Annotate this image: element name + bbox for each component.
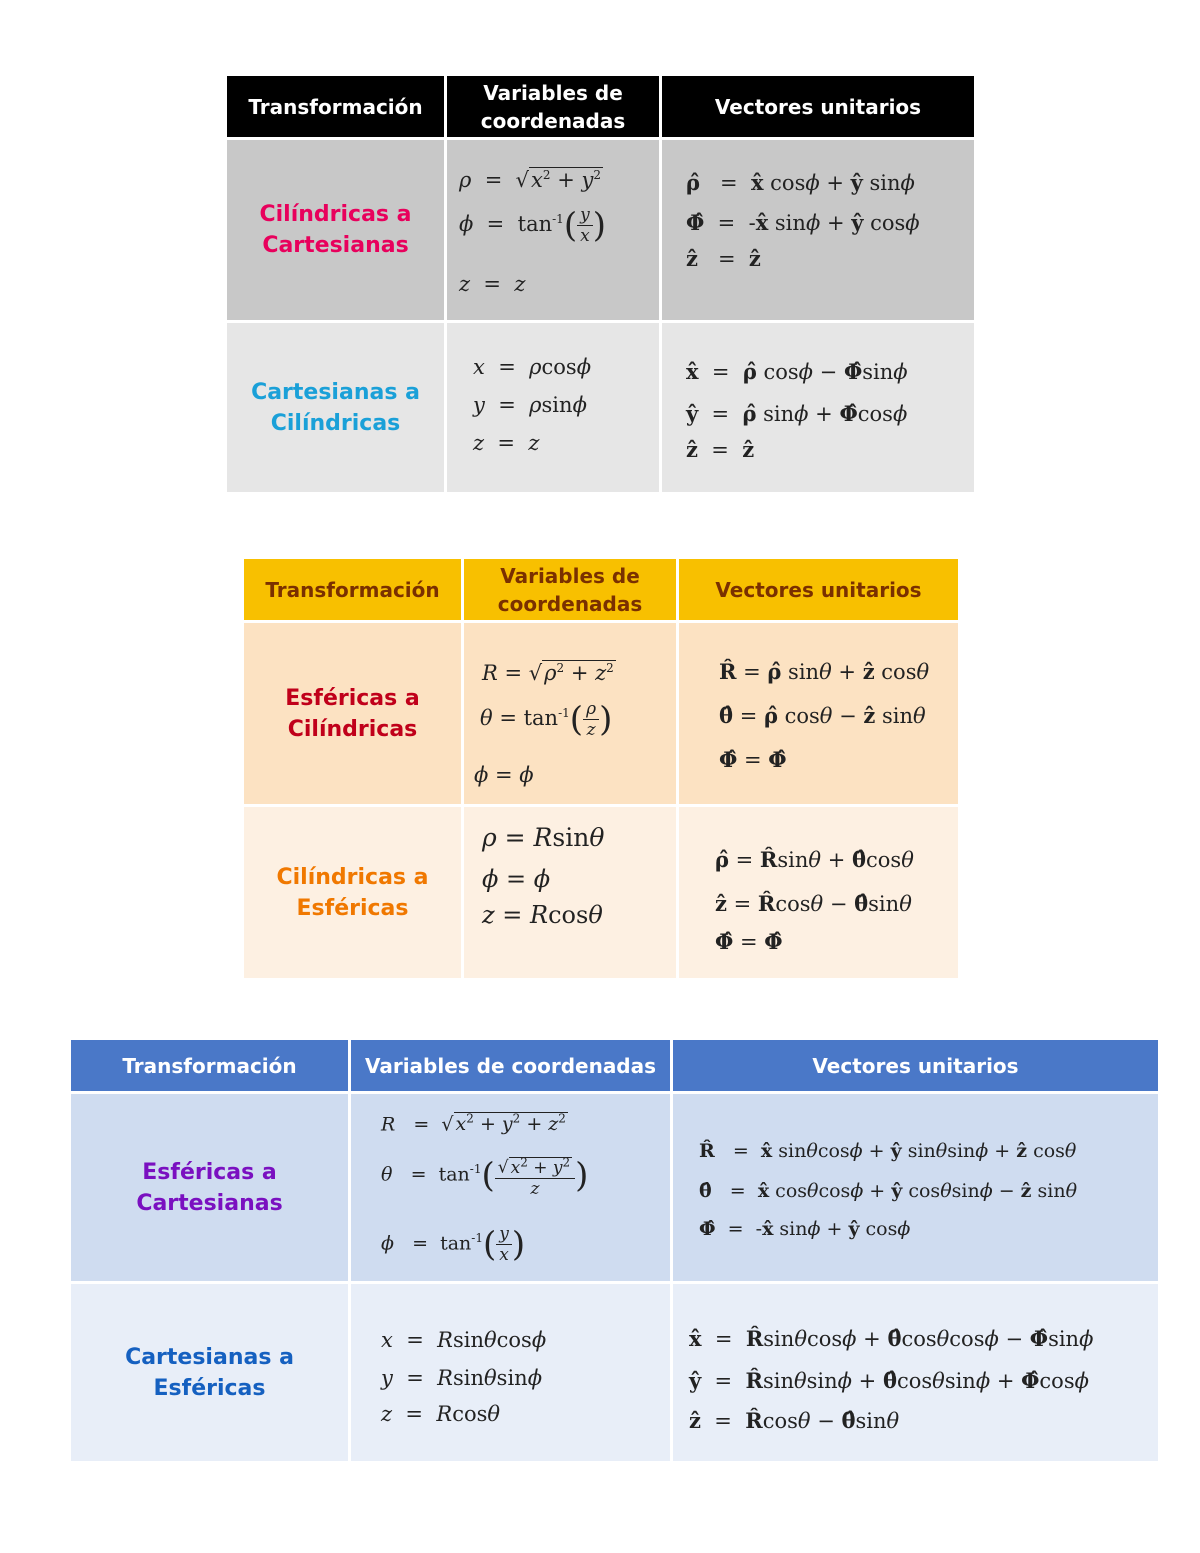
equation: z = z (473, 431, 540, 455)
equation: ŷ = R̂sinθsinϕ + θ̂cosθsinϕ + Φ̂cosϕ (689, 1368, 1089, 1393)
equation: R̂ = ρ̂ sinθ + ẑ cosθ (719, 659, 930, 684)
equation: θ̂ = x̂ cosθcosϕ + ŷ cosθsinϕ − ẑ sinθ (699, 1180, 1078, 1202)
equation: ẑ = ẑ (686, 246, 761, 271)
equation: $\phi = \tan^{-1}$( $\frac{y}{x}$ ) (381, 1224, 526, 1265)
header-transformacion: Transformación (226, 75, 446, 139)
row-label-line: Cilíndricas (287, 716, 418, 742)
unit-vectors (678, 806, 960, 980)
row-label-line: Esféricas (296, 895, 409, 921)
coordinate-variables (350, 1093, 672, 1283)
equation: ϕ = ϕ (474, 763, 534, 787)
row-label-line: Esféricas a (285, 685, 420, 711)
equation: z = Rcosθ (381, 1402, 501, 1426)
row-label-line: Cartesianas (136, 1190, 283, 1216)
table-spherical-cartesian (68, 1037, 1161, 1464)
coordinate-variables (463, 806, 678, 980)
header-variables: Variables de coordenadas (446, 75, 661, 139)
equation: $\theta = \tan^{-1}$( $\frac{\rho}{z}$ ) (480, 699, 613, 740)
equation: ẑ = R̂cosθ − θ̂sinθ (715, 891, 912, 916)
coordinate-variables (446, 139, 661, 322)
equation: $\phi = \tan^{-1}$( $\frac{y}{x}$ ) (459, 205, 606, 246)
equation: $\theta = \tan^{-1}$( $\frac{√ x^2 + y^2}{z}$ ) (381, 1152, 588, 1199)
equation: z = z (459, 272, 526, 296)
row-label (243, 622, 463, 806)
equation: x = ρcosϕ (473, 355, 592, 379)
coordinate-variables (463, 622, 678, 806)
header-transformacion: Transformación (70, 1039, 350, 1093)
row-label (70, 1093, 350, 1283)
equation: ρ̂ = x̂ cosϕ + ŷ sinϕ (686, 170, 915, 195)
equation: x = Rsinθcosϕ (381, 1328, 547, 1352)
equation: Φ̂ = Φ̂ (715, 929, 783, 954)
equation: ẑ = R̂cosθ − θ̂sinθ (689, 1408, 900, 1433)
row-label (243, 806, 463, 980)
equation: x̂ = ρ̂ cosϕ − Φ̂sinϕ (686, 359, 908, 384)
equation: ẑ = ẑ (686, 437, 755, 462)
equation: Φ̂ = Φ̂ (719, 747, 787, 772)
coordinate-variables (446, 322, 661, 494)
equation: x̂ = R̂sinθcosϕ + θ̂cosθcosϕ − Φ̂sinϕ (689, 1326, 1094, 1351)
equation: $\rho = √x^2 + y^2$ (459, 168, 601, 192)
equation: R̂ = x̂ sinθcosϕ + ŷ sinθsinϕ + ẑ cosθ (699, 1140, 1077, 1162)
table-cylindrical-cartesian (224, 73, 977, 495)
equation: R = √ $x^2 + y^2 + z^2$ (381, 1112, 566, 1136)
equation: y = ρsinϕ (473, 393, 587, 417)
row-label-line: Cilíndricas (270, 410, 401, 436)
row-label-line: Esféricas (153, 1375, 266, 1401)
row-label-line: Cilíndricas a (276, 864, 429, 890)
header-variables: Variables de coordenadas (463, 558, 678, 622)
header-vectores: Vectores unitarios (661, 75, 976, 139)
unit-vectors (661, 322, 976, 494)
header-variables: Variables de coordenadas (350, 1039, 672, 1093)
unit-vectors (661, 139, 976, 322)
row-label (226, 322, 446, 494)
row-label-line: Esféricas a (142, 1159, 277, 1185)
table-spherical-cylindrical (241, 556, 961, 981)
row-label (70, 1283, 350, 1463)
row-label-line: Cilíndricas a (259, 202, 412, 227)
equation: ϕ = ϕ (482, 865, 551, 893)
header-vectores: Vectores unitarios (678, 558, 960, 622)
row-label-line: Cartesianas (262, 233, 409, 258)
equation: $R = √\rho^2 + z^2$ (482, 661, 614, 685)
equation: ρ̂ = R̂sinθ + θ̂cosθ (715, 847, 914, 872)
equation: ρ = Rsinθ (482, 823, 605, 852)
row-label-line: Cartesianas a (125, 1344, 294, 1370)
header-transformacion: Transformación (243, 558, 463, 622)
unit-vectors (672, 1283, 1160, 1463)
header-vectores: Vectores unitarios (672, 1039, 1160, 1093)
unit-vectors (672, 1093, 1160, 1283)
row-label (226, 139, 446, 322)
equation: z = Rcosθ (482, 901, 603, 929)
equation: Φ̂ = -x̂ sinϕ + ŷ cosϕ (699, 1218, 911, 1240)
equation: ŷ = ρ̂ sinϕ + Φ̂cosϕ (686, 401, 908, 426)
equation: θ̂ = ρ̂ cosθ − ẑ sinθ (719, 703, 926, 728)
coordinate-variables (350, 1283, 672, 1463)
equation: y = Rsinθsinϕ (381, 1366, 543, 1390)
unit-vectors (678, 622, 960, 806)
equation: Φ̂ = -x̂ sinϕ + ŷ cosϕ (686, 210, 920, 235)
row-label-line: Cartesianas a (251, 379, 420, 405)
